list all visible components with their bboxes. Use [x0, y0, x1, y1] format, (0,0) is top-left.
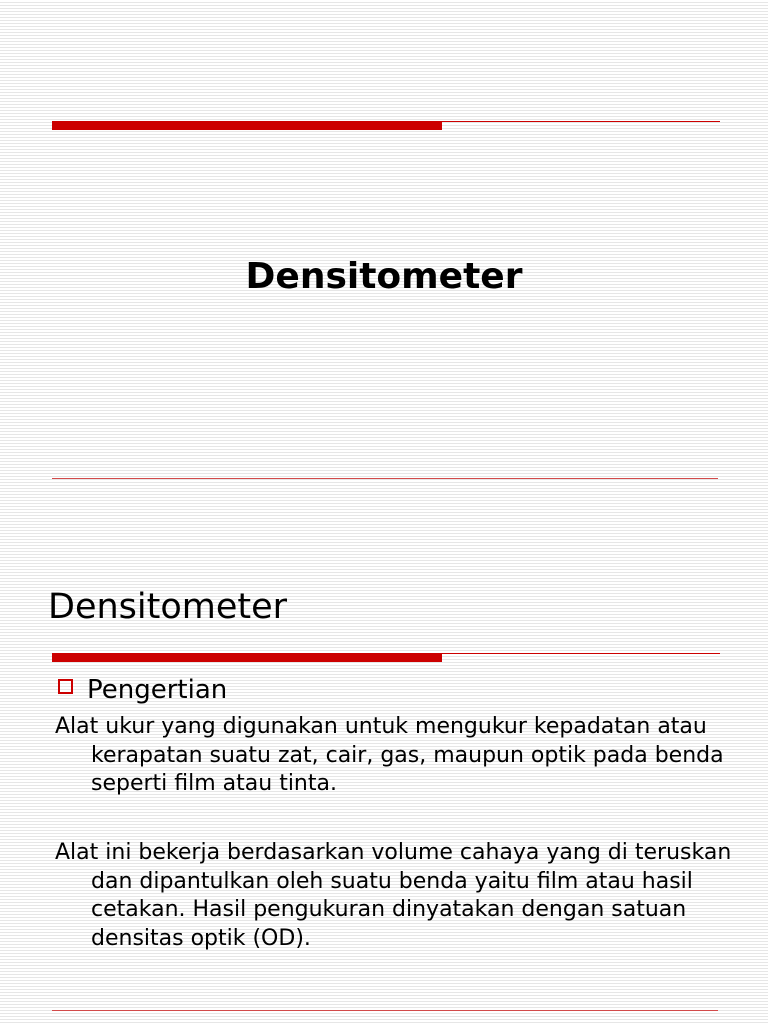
title-accent-rule — [442, 121, 720, 122]
content-accent-rule — [442, 653, 720, 654]
hollow-square-bullet-icon — [58, 679, 73, 694]
slide-2-title: Densitometer — [48, 587, 288, 627]
bullet-item — [58, 672, 227, 708]
definition-paragraph: Alat ukur yang digunakan untuk mengukur kepadatan atau kerapatan suatu zat, cair, gas, maupun optik pada benda seperti film atau tinta. — [55, 714, 724, 796]
bullet-label: Pengertian — [87, 675, 228, 705]
working-principle-paragraph: Alat ini bekerja berdasarkan volume cahaya yang di teruskan dan dipantulkan oleh suatu benda yaitu film atau hasil cetakan. Hasil pengukuran dinyatakan dengan satuan densitas optik (OD). — [55, 840, 732, 951]
slide-content — [0, 480, 768, 1024]
slide-bottom-separator — [52, 1010, 718, 1011]
slide-separator — [52, 478, 718, 479]
slide-1-title: Densitometer — [245, 256, 523, 297]
slide-title — [0, 0, 768, 480]
content-accent-bar — [52, 653, 442, 662]
title-accent-bar — [52, 121, 442, 130]
